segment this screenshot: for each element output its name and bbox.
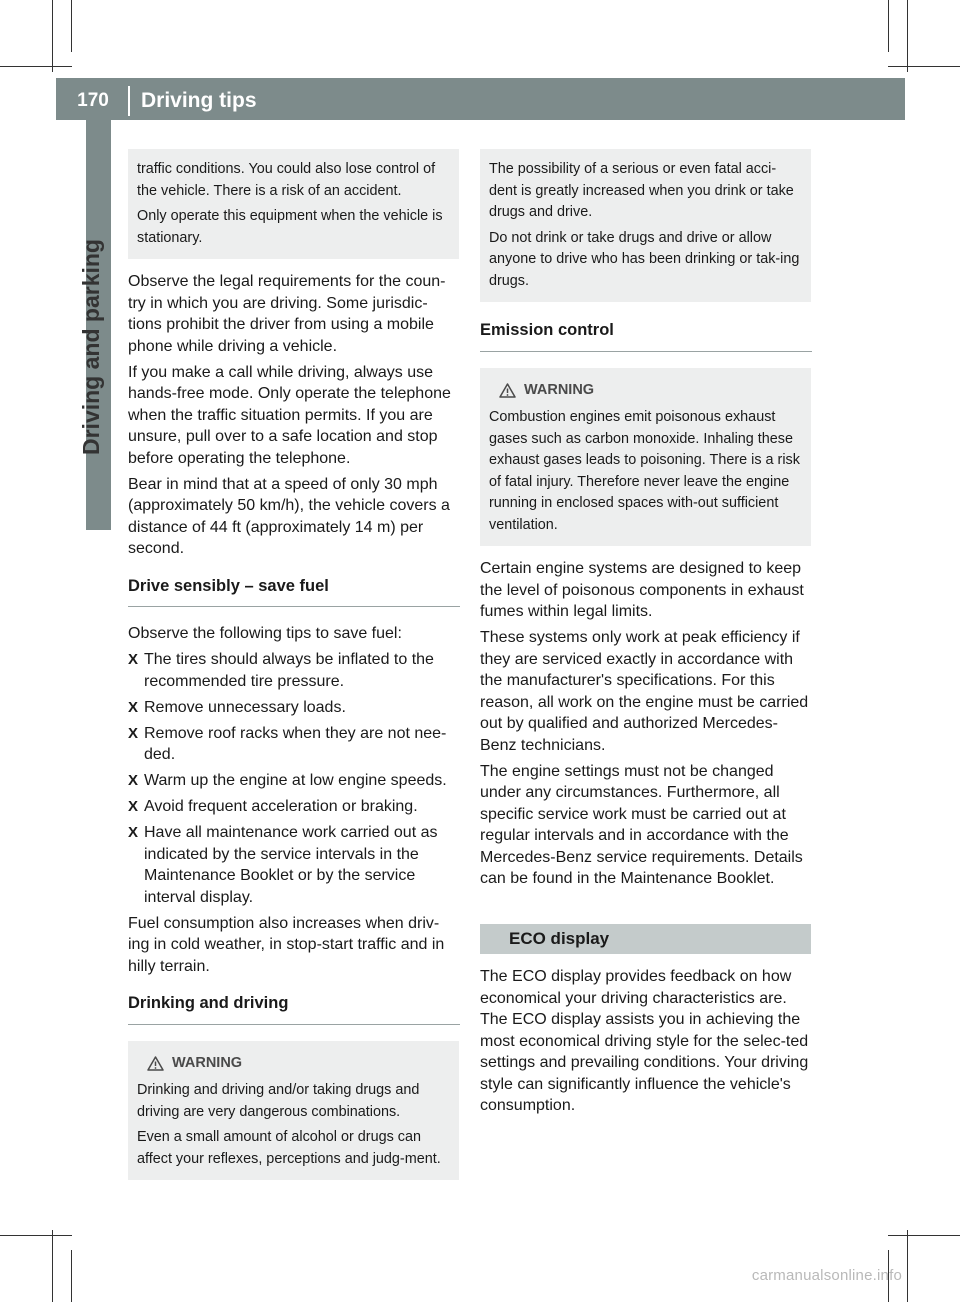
bullet-mark: X (128, 772, 139, 789)
body-paragraph: The engine settings must not be changed under any circumstances. Furthermore, all specific service work must be carried out at regular intervals and in accordance with the Mercedes-Benz service requirements. Details can be found in the Maintenance Booklet. (480, 762, 803, 887)
right-column (480, 149, 812, 1121)
list-item (128, 649, 460, 692)
body-paragraph: Fuel consumption also increases when driv-ing in cold weather, in stop-start traffic and in hilly terrain. (128, 914, 445, 975)
body-paragraph: If you make a call while driving, always use hands-free mode. Only operate the telephone when the traffic situation permits. If you are unsure, pull over to a safe location and stop before operating the telephone. (128, 363, 451, 467)
list-item-text: Warm up the engine at low engine speeds. (144, 772, 447, 789)
box-paragraph: Combustion engines emit poisonous exhaust gases such as carbon monoxide. Inhaling these exhaust gases leads to poisoning. There is a risk of fatal injury. Therefore never leave the engine running in enclosed spaces with-out sufficient ventilation. (489, 409, 800, 533)
list-item-text: Avoid frequent acceleration or braking. (144, 798, 418, 815)
box-paragraph: Only operate this equipment when the vehicle is stationary. (137, 208, 443, 246)
body-paragraph: Bear in mind that at a speed of only 30 mph (approximately 50 km/h), the vehicle covers a distance of 44 ft (approximately 14 m) per second. (128, 475, 450, 557)
warning-header (499, 380, 802, 402)
crop-mark (907, 0, 908, 72)
box-paragraph: The possibility of a serious or even fatal acci-dent is greatly increased when you drink or take drugs and drive. (489, 161, 794, 220)
body-paragraph: The ECO display provides feedback on how economical your driving characteristics are. The ECO display assists you in achieving the most economical driving style for the selec-ted settings and prevailing conditions. Your driving style can significantly influence the vehicle's consumption. (480, 968, 809, 1114)
body-paragraph: Certain engine systems are designed to keep the level of poisonous components in exhaust fumes within legal limits. (480, 560, 804, 620)
page-title: Driving tips (141, 89, 257, 112)
crop-mark (0, 1235, 72, 1236)
section-heading-save-fuel: Drive sensibly – save fuel (128, 576, 460, 608)
warning-label: WARNING (172, 1054, 243, 1071)
bullet-mark: X (128, 698, 139, 716)
crop-mark (71, 1250, 72, 1302)
crop-mark (52, 1230, 53, 1302)
crop-mark (888, 1235, 960, 1236)
list-item (128, 822, 460, 908)
list-item-text: The tires should always be inflated to the recommended tire pressure. (144, 651, 434, 690)
section-heading-eco-display: ECO display (480, 924, 811, 955)
watermark: carmanualsonline.info (751, 1267, 902, 1284)
crop-mark (52, 0, 53, 72)
box-paragraph: Even a small amount of alcohol or drugs can affect your reflexes, perceptions and judg-ment. (137, 1129, 441, 1167)
warning-label: WARNING (524, 381, 595, 398)
box-paragraph: Drinking and driving and/or taking drugs and driving are very dangerous combinations. (137, 1082, 420, 1120)
box-paragraph: traffic conditions. You could also lose control of the vehicle. There is a risk of an accident. (137, 161, 436, 199)
crop-mark (888, 66, 960, 67)
warning-triangle-icon (499, 383, 516, 398)
section-heading-emission: Emission control (480, 320, 812, 352)
warning-box-continued (480, 149, 811, 302)
box-paragraph: Do not drink or take drugs and drive or allow anyone to drive who has been drinking or tak-ing drugs. (489, 229, 800, 289)
body-paragraph: Observe the legal requirements for the coun-try in which you are driving. Some jurisdic-tions prohibit the driver from using a mobile phone while driving a vehicle. (128, 273, 446, 355)
list-item-text: Have all maintenance work carried out as indicated by the service intervals in the Maintenance Booklet or by the service interval display. (144, 824, 438, 906)
warning-box-continued (128, 149, 459, 259)
bullet-mark: X (128, 798, 139, 815)
left-column (128, 149, 460, 1180)
list-item (128, 796, 460, 818)
list-item-text: Remove unnecessary loads. (144, 698, 346, 716)
crop-mark (71, 0, 72, 52)
list-item (128, 723, 460, 766)
body-paragraph: Observe the following tips to save fuel: (128, 625, 402, 642)
list-item (128, 697, 460, 719)
page-number: 170 (58, 86, 130, 116)
warning-header (147, 1053, 450, 1075)
crop-mark (0, 66, 72, 67)
body-paragraph: These systems only work at peak efficiency if they are serviced exactly in accordance with the manufacturer's specifications. For this reason, all work on the engine must be carried out by qualified and authorized Mercedes-Benz technicians. (480, 629, 809, 754)
warning-triangle-icon (147, 1056, 164, 1071)
crop-mark (888, 0, 889, 52)
list-item-text: Remove roof racks when they are not nee-ded. (144, 724, 447, 763)
warning-box (480, 368, 811, 547)
bullet-mark: X (128, 724, 139, 742)
section-heading-drinking: Drinking and driving (128, 993, 460, 1025)
warning-box (128, 1041, 459, 1181)
chapter-label: Driving and parking (78, 239, 104, 455)
crop-mark (907, 1230, 908, 1302)
bullet-mark: X (128, 651, 139, 668)
list-item (128, 770, 460, 792)
bullet-mark: X (128, 824, 139, 841)
